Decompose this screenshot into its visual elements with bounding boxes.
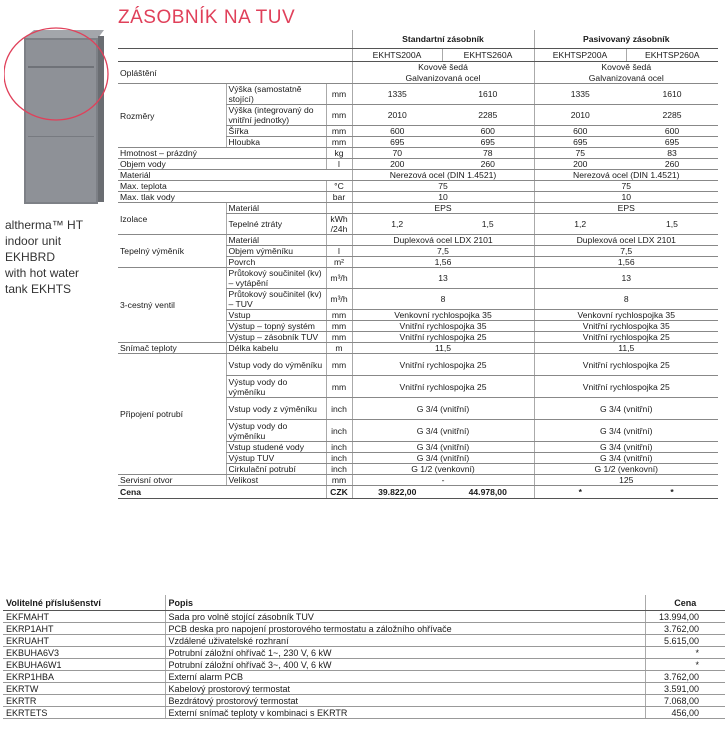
value-cell: 1,5 bbox=[442, 214, 534, 235]
accessory-price: 5.615,00 bbox=[645, 635, 725, 647]
sub-label: Materiál bbox=[226, 235, 326, 246]
table-row bbox=[3, 623, 725, 635]
col-header: Cena bbox=[645, 595, 725, 611]
unit-cell: mm bbox=[326, 332, 352, 343]
accessory-code: EKBUHA6W1 bbox=[3, 659, 165, 671]
caption-line: tank EKHTS bbox=[5, 282, 72, 296]
value-cell: 13 bbox=[352, 268, 534, 289]
header-group-row bbox=[118, 30, 718, 49]
price-cell: * bbox=[626, 486, 718, 499]
caption-line: with hot water bbox=[5, 266, 80, 280]
value-cell: G 3/4 (vnitřní) bbox=[534, 398, 718, 420]
unit-cell: m³/h bbox=[326, 268, 352, 289]
value-cell: Vnitřní rychlospojka 25 bbox=[534, 354, 718, 376]
value-cell: 10 bbox=[352, 192, 534, 203]
row-label: Materiál bbox=[118, 170, 352, 181]
row-label: Tepelný výměník bbox=[118, 235, 226, 268]
row-label: Servisní otvor bbox=[118, 475, 226, 486]
sub-label: Výška (integrovaný do vnitřní jednotky) bbox=[226, 105, 326, 126]
value-cell: 11,5 bbox=[352, 343, 534, 354]
sub-label: Materiál bbox=[226, 203, 326, 214]
sub-label: Výstup – topný systém bbox=[226, 321, 326, 332]
value-cell: Galvanizovaná ocel bbox=[352, 73, 534, 84]
unit-cell: l bbox=[326, 159, 352, 170]
sub-label: Délka kabelu bbox=[226, 343, 326, 354]
accessory-price: 3.591,00 bbox=[645, 683, 725, 695]
value-cell: 200 bbox=[352, 159, 442, 170]
accessory-price: * bbox=[645, 647, 725, 659]
unit-cell: mm bbox=[326, 126, 352, 137]
value-cell: Duplexová ocel LDX 2101 bbox=[352, 235, 534, 246]
unit-cell: kg bbox=[326, 148, 352, 159]
value-cell: 83 bbox=[626, 148, 718, 159]
value-cell: Kovově šedá bbox=[534, 62, 718, 73]
value-cell: Vnitřní rychlospojka 25 bbox=[352, 332, 534, 343]
value-cell: 260 bbox=[442, 159, 534, 170]
caption-line: EKHBRD bbox=[5, 250, 56, 264]
value-cell: 2285 bbox=[626, 105, 718, 126]
accessory-desc: Sada pro volně stojící zásobník TUV bbox=[165, 611, 645, 623]
unit-cell: mm bbox=[326, 105, 352, 126]
value-cell: 8 bbox=[352, 289, 534, 310]
price-label: Cena bbox=[118, 486, 326, 499]
sub-label: Šířka bbox=[226, 126, 326, 137]
value-cell: Venkovní rychlospojka 35 bbox=[534, 310, 718, 321]
unit-cell: bar bbox=[326, 192, 352, 203]
value-cell: 695 bbox=[626, 137, 718, 148]
sub-label: Cirkulační potrubí bbox=[226, 464, 326, 475]
table-row bbox=[3, 611, 725, 623]
unit-cell: mm bbox=[326, 376, 352, 398]
unit-cell: mm bbox=[326, 310, 352, 321]
table-row bbox=[3, 671, 725, 683]
spec-table bbox=[118, 30, 718, 499]
unit-cell: l bbox=[326, 246, 352, 257]
value-cell: 1335 bbox=[534, 84, 626, 105]
sub-label: Vstup studené vody bbox=[226, 442, 326, 453]
value-cell: Vnitřní rychlospojka 35 bbox=[534, 321, 718, 332]
value-cell: 600 bbox=[626, 126, 718, 137]
sub-label: Výstup – zásobník TUV bbox=[226, 332, 326, 343]
sub-label: Povrch bbox=[226, 257, 326, 268]
accessory-price: 13.994,00 bbox=[645, 611, 725, 623]
model-cell: EKHTSP260A bbox=[626, 49, 718, 62]
row-oplasteni bbox=[118, 62, 718, 73]
unit-cell: inch bbox=[326, 398, 352, 420]
sub-label: Průtokový součinitel (kv) – TUV bbox=[226, 289, 326, 310]
value-cell: G 1/2 (venkovní) bbox=[352, 464, 534, 475]
value-cell: G 1/2 (venkovní) bbox=[534, 464, 718, 475]
unit-cell: mm bbox=[326, 354, 352, 376]
accessory-desc: Externí alarm PCB bbox=[165, 671, 645, 683]
sub-label: Vstup bbox=[226, 310, 326, 321]
value-cell: 260 bbox=[626, 159, 718, 170]
row-label: Izolace bbox=[118, 203, 226, 235]
accessory-price: 7.068,00 bbox=[645, 695, 725, 707]
value-cell: 75 bbox=[534, 181, 718, 192]
sub-label: Hloubka bbox=[226, 137, 326, 148]
accessory-price: 456,00 bbox=[645, 707, 725, 719]
row-label: Objem vody bbox=[118, 159, 326, 170]
model-cell: EKHTS200A bbox=[352, 49, 442, 62]
accessories-header bbox=[3, 595, 725, 611]
unit-cell: inch bbox=[326, 453, 352, 464]
sub-label: Průtokový součinitel (kv) – vytápění bbox=[226, 268, 326, 289]
sub-label: Výstup vody do výměníku bbox=[226, 376, 326, 398]
page-title: ZÁSOBNÍK NA TUV bbox=[118, 7, 296, 28]
unit-cell: CZK bbox=[326, 486, 352, 499]
value-cell: 600 bbox=[352, 126, 442, 137]
accessory-code: EKRP1HBA bbox=[3, 671, 165, 683]
accessory-desc: PCB deska pro napojení prostorového termostatu a záložního ohřívače bbox=[165, 623, 645, 635]
value-cell: - bbox=[352, 475, 534, 486]
row-label: Max. teplota bbox=[118, 181, 326, 192]
accessory-desc: Kabelový prostorový termostat bbox=[165, 683, 645, 695]
table-row bbox=[3, 683, 725, 695]
row-label: Snímač teploty bbox=[118, 343, 226, 354]
row-label: Připojení potrubí bbox=[118, 354, 226, 475]
accessory-code: EKRUAHT bbox=[3, 635, 165, 647]
value-cell: Duplexová ocel LDX 2101 bbox=[534, 235, 718, 246]
value-cell: 1,2 bbox=[534, 214, 626, 235]
value-cell: Venkovní rychlospojka 35 bbox=[352, 310, 534, 321]
accessory-desc: Externí snímač teploty v kombinaci s EKRTR bbox=[165, 707, 645, 719]
accessories-table bbox=[3, 595, 725, 719]
unit-cell: m bbox=[326, 343, 352, 354]
value-cell: 7,5 bbox=[534, 246, 718, 257]
accessory-code: EKBUHA6V3 bbox=[3, 647, 165, 659]
accessory-price: 3.762,00 bbox=[645, 671, 725, 683]
value-cell: 11,5 bbox=[534, 343, 718, 354]
value-cell: 1610 bbox=[626, 84, 718, 105]
value-cell: Nerezová ocel (DIN 1.4521) bbox=[534, 170, 718, 181]
unit-cell bbox=[326, 235, 352, 246]
value-cell: 600 bbox=[442, 126, 534, 137]
value-cell: 695 bbox=[442, 137, 534, 148]
table-row bbox=[3, 647, 725, 659]
value-cell: 75 bbox=[534, 148, 626, 159]
value-cell: 695 bbox=[534, 137, 626, 148]
col-header: Volitelné příslušenství bbox=[3, 595, 165, 611]
value-cell: 7,5 bbox=[352, 246, 534, 257]
value-cell: Vnitřní rychlospojka 25 bbox=[352, 354, 534, 376]
caption-line: altherma™ HT bbox=[5, 218, 84, 232]
table-row bbox=[3, 659, 725, 671]
sub-label: Výstup vody do výměníku bbox=[226, 420, 326, 442]
model-cell: EKHTS260A bbox=[442, 49, 534, 62]
accessory-code: EKRTW bbox=[3, 683, 165, 695]
sub-label: Výstup TUV bbox=[226, 453, 326, 464]
unit-cell: mm bbox=[326, 137, 352, 148]
accessory-desc: Bezdrátový prostorový termostat bbox=[165, 695, 645, 707]
model-cell: EKHTSP200A bbox=[534, 49, 626, 62]
unit-cell: inch bbox=[326, 420, 352, 442]
value-cell: Kovově šedá bbox=[352, 62, 534, 73]
value-cell: 600 bbox=[534, 126, 626, 137]
value-cell: 78 bbox=[442, 148, 534, 159]
row-label: Opláštění bbox=[118, 62, 226, 84]
image-caption bbox=[5, 217, 115, 297]
accessory-price: * bbox=[645, 659, 725, 671]
value-cell: EPS bbox=[534, 203, 718, 214]
value-cell: 10 bbox=[534, 192, 718, 203]
unit-cell: °C bbox=[326, 181, 352, 192]
sub-label: Velikost bbox=[226, 475, 326, 486]
value-cell: 695 bbox=[352, 137, 442, 148]
unit-cell: mm bbox=[326, 84, 352, 105]
sub-label: Vstup vody do výměníku bbox=[226, 354, 326, 376]
value-cell: 200 bbox=[534, 159, 626, 170]
value-cell: Nerezová ocel (DIN 1.4521) bbox=[352, 170, 534, 181]
sub-label: Tepelné ztráty bbox=[226, 214, 326, 235]
accessory-code: EKRP1AHT bbox=[3, 623, 165, 635]
value-cell: 75 bbox=[352, 181, 534, 192]
accessory-code: EKFMAHT bbox=[3, 611, 165, 623]
value-cell: 1,5 bbox=[626, 214, 718, 235]
unit-cell: m² bbox=[326, 257, 352, 268]
unit-cell: inch bbox=[326, 464, 352, 475]
value-cell: Galvanizovaná ocel bbox=[534, 73, 718, 84]
price-cell: 44.978,00 bbox=[442, 486, 534, 499]
value-cell: Vnitřní rychlospojka 35 bbox=[352, 321, 534, 332]
value-cell: G 3/4 (vnitřní) bbox=[352, 398, 534, 420]
value-cell: Vnitřní rychlospojka 25 bbox=[534, 332, 718, 343]
sub-label: Výška (samostatně stojící) bbox=[226, 84, 326, 105]
accessory-code: EKRTR bbox=[3, 695, 165, 707]
table-row bbox=[3, 695, 725, 707]
value-cell: Vnitřní rychlospojka 25 bbox=[352, 376, 534, 398]
value-cell: 8 bbox=[534, 289, 718, 310]
accessory-code: EKRTETS bbox=[3, 707, 165, 719]
value-cell: 1335 bbox=[352, 84, 442, 105]
value-cell: 2010 bbox=[352, 105, 442, 126]
table-row bbox=[3, 707, 725, 719]
value-cell: 125 bbox=[534, 475, 718, 486]
unit-cell: mm bbox=[326, 475, 352, 486]
accessory-desc: Potrubní záložní ohřívač 1~, 230 V, 6 kW bbox=[165, 647, 645, 659]
value-cell: 13 bbox=[534, 268, 718, 289]
value-cell: G 3/4 (vnitřní) bbox=[352, 453, 534, 464]
group-standard: Standartní zásobník bbox=[352, 30, 534, 49]
value-cell: 1,2 bbox=[352, 214, 442, 235]
row-label: Rozměry bbox=[118, 84, 226, 148]
unit-cell: mm bbox=[326, 321, 352, 332]
row-label: Hmotnost – prázdný bbox=[118, 148, 326, 159]
accessory-desc: Potrubní záložní ohřívač 3~, 400 V, 6 kW bbox=[165, 659, 645, 671]
value-cell: 70 bbox=[352, 148, 442, 159]
col-header: Popis bbox=[165, 595, 645, 611]
value-cell: Vnitřní rychlospojka 25 bbox=[534, 376, 718, 398]
value-cell: 2285 bbox=[442, 105, 534, 126]
unit-cell: m³/h bbox=[326, 289, 352, 310]
tank-photo bbox=[4, 26, 116, 208]
value-cell: G 3/4 (vnitřní) bbox=[534, 420, 718, 442]
value-cell: 1,56 bbox=[352, 257, 534, 268]
header-model-row bbox=[118, 49, 718, 62]
price-cell: 39.822,00 bbox=[352, 486, 442, 499]
sub-label: Vstup vody z výměníku bbox=[226, 398, 326, 420]
accessory-desc: Vzdálené uživatelské rozhraní bbox=[165, 635, 645, 647]
value-cell: 1,56 bbox=[534, 257, 718, 268]
unit-cell: kWh /24h bbox=[326, 214, 352, 235]
unit-cell: inch bbox=[326, 442, 352, 453]
value-cell: G 3/4 (vnitřní) bbox=[534, 453, 718, 464]
row-label: 3-cestný ventil bbox=[118, 268, 226, 343]
value-cell: 1610 bbox=[442, 84, 534, 105]
accessory-price: 3.762,00 bbox=[645, 623, 725, 635]
value-cell: G 3/4 (vnitřní) bbox=[534, 442, 718, 453]
caption-line: indoor unit bbox=[5, 234, 62, 248]
value-cell: G 3/4 (vnitřní) bbox=[352, 420, 534, 442]
table-row bbox=[3, 635, 725, 647]
group-passivated: Pasivovaný zásobník bbox=[534, 30, 718, 49]
price-cell: * bbox=[534, 486, 626, 499]
value-cell: G 3/4 (vnitřní) bbox=[352, 442, 534, 453]
row-label: Max. tlak vody bbox=[118, 192, 326, 203]
value-cell: EPS bbox=[352, 203, 534, 214]
sub-label: Objem výměníku bbox=[226, 246, 326, 257]
value-cell: 2010 bbox=[534, 105, 626, 126]
